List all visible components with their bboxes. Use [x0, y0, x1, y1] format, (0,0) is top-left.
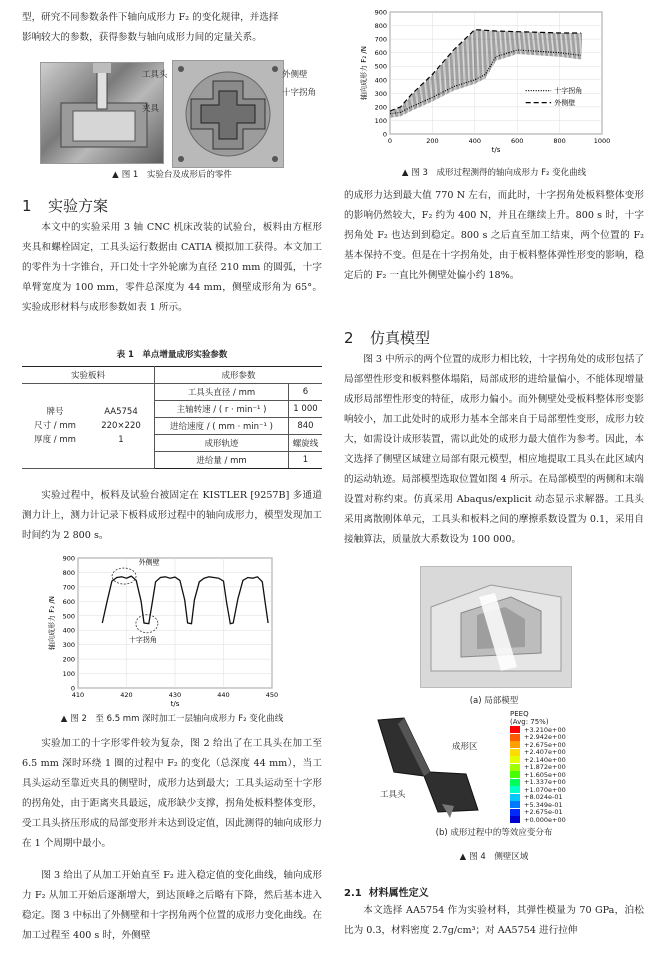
annotation-outer-wall: 外侧壁: [138, 558, 160, 567]
legend-label: 外侧壁: [554, 99, 576, 108]
section-2: [344, 328, 644, 550]
legend-value: +2.942e+00: [524, 733, 566, 742]
paragraph-continued: [344, 186, 644, 286]
legend-rows: [510, 726, 620, 824]
y-tick-label: 200: [62, 655, 75, 664]
series-line-force: [102, 576, 268, 624]
legend-color-swatch: [510, 734, 520, 741]
x-tick-label: 200: [426, 137, 439, 145]
x-tick-label: 410: [71, 691, 85, 699]
legend-title: PEEQ: [510, 710, 529, 718]
legend-color-swatch: [510, 749, 520, 756]
sheet-labels-cell: [22, 384, 88, 469]
x-tick-label: 0: [387, 137, 393, 145]
figure-2: [22, 550, 322, 730]
peeq-legend: [510, 710, 620, 824]
legend-value: +3.210e+00: [524, 725, 566, 734]
legend-color-swatch: [510, 786, 520, 793]
label-tool: 工具头: [142, 70, 168, 80]
caption-triangle-icon: ▲: [459, 852, 467, 862]
legend-value: +5.349e-01: [524, 800, 563, 809]
label-cross-corner: 十字拐角: [282, 88, 317, 98]
paragraph-2: [22, 486, 322, 546]
x-tick-label: 800: [553, 137, 566, 145]
body-paragraph: 实验加工的十字形零件较为复杂，图 2 给出了在工具头在加工至 6.5 mm 深时环绕 1 圈的过程中 F₂ 的变化（总深度 44 mm），当工具头运动至靠近夹具的侧壁时，成形力达到最大；工具头运动至十字形的拐角处，由于距离夹具最远，成形缺少支撑，拐角处板料整体变形，受工具头挤压形成的局部变形并未达到设定值，因此测得的轴向成形力在 1 个周期中最小。: [22, 738, 322, 849]
y-axis-label: 轴向成形力 F₂ /N: [360, 46, 368, 100]
x-axis-label: t/s: [170, 700, 180, 708]
param-value: 1 000: [288, 401, 322, 418]
y-tick-label: 0: [382, 130, 387, 139]
y-tick-label: 400: [62, 626, 75, 635]
y-tick-label: 500: [62, 612, 75, 621]
y-tick-label: 500: [374, 62, 387, 71]
figure-3: [344, 2, 644, 182]
figure-1: [22, 58, 322, 180]
table-head-params: 成形参数: [155, 367, 323, 384]
intro-text: [22, 8, 322, 48]
section-1-paragraph: 本文中的实验采用 3 轴 CNC 机床改装的试验台，板料由方框形夹具和螺栓固定，工具头运行数据由 CATIA 模拟加工获得。本文加工的零件为十字锥台，开口处十字外轮廓为直径 210 mm 的圆弧，十字单臂宽度为 100 mm，零件总深度为 44 mm，侧壁成形角为 65°。实验成形材料与成形参数如表 1 所示。: [22, 222, 322, 313]
sheet-values-cell: [88, 384, 155, 469]
legend-color-swatch: [510, 794, 520, 801]
y-tick-label: 900: [374, 8, 387, 17]
x-tick-label: 450: [265, 691, 279, 699]
param-value: 螺旋线: [288, 435, 322, 452]
figure-2-caption: [22, 712, 322, 724]
label-tool-head: 工具头: [380, 790, 406, 800]
legend-color-swatch: [510, 816, 520, 823]
figure-4b-caption: (b) 成形过程中的等效应变分布: [435, 828, 553, 838]
annotation-ellipse-outer: [112, 568, 136, 584]
y-tick-label: 700: [374, 35, 387, 44]
body-paragraph: 的成形力达到最大值 770 N 左右，而此时，十字拐角处板料整体变形的影响仍然较大，F₂ 约为 400 N，并且在继续上升。800 s 时，十字拐角处 F₂ 也达到到稳定。800 s 之后直至加工结束，两个位置的 F₂ 基本保持不变。但是在十字拐角处，由于板料整体弹性形变的影响，稳定后的 F₂ 一直比外侧壁处偏小约 18%。: [344, 190, 644, 281]
param-name: 成形轨迹: [155, 435, 289, 452]
caption-triangle-icon: ▲: [112, 170, 119, 180]
strain-distribution-drawing: [374, 714, 484, 824]
table-head-sheet: 实验板料: [22, 367, 155, 384]
figure-4-caption: [344, 850, 644, 862]
formed-part-drawing: [173, 61, 283, 167]
legend-color-swatch: [510, 741, 520, 748]
section-2-heading: [344, 328, 644, 348]
y-tick-label: 200: [374, 103, 387, 112]
legend-value: +2.675e-01: [524, 808, 563, 817]
param-value: 6: [288, 384, 322, 401]
legend-value: +2.407e+00: [524, 748, 566, 757]
sheet-value: 220×220: [101, 421, 141, 431]
y-tick-label: 100: [62, 670, 75, 679]
figure-1-caption: [22, 168, 322, 180]
y-tick-label: 400: [374, 76, 387, 85]
paragraph-4: [22, 866, 322, 946]
param-name: 工具头直径 / mm: [155, 384, 289, 401]
y-tick-label: 600: [374, 49, 387, 58]
parameter-table: [22, 366, 322, 469]
local-model-image: [420, 566, 572, 688]
legend-value: +1.070e+00: [524, 785, 566, 794]
x-tick-label: 430: [168, 691, 182, 699]
section-title: 实验方案: [48, 197, 109, 215]
legend-value: +1.337e+00: [524, 778, 566, 787]
x-tick-label: 1000: [593, 137, 611, 145]
legend-value: +1.872e+00: [524, 763, 566, 772]
legend-color-swatch: [510, 801, 520, 808]
table-1: [22, 348, 322, 469]
section-1: [22, 196, 322, 318]
legend-color-swatch: [510, 809, 520, 816]
y-tick-label: 900: [62, 554, 75, 563]
y-tick-label: 100: [374, 116, 387, 125]
figure-3-chart: [344, 2, 644, 162]
section-number: 2: [344, 329, 354, 347]
figure-4a-caption: (a) 局部模型: [469, 696, 519, 706]
legend-color-swatch: [510, 779, 520, 786]
y-tick-label: 700: [62, 583, 75, 592]
label-clamp: 夹具: [142, 104, 160, 114]
y-tick-label: 300: [374, 89, 387, 98]
legend-row: [510, 816, 620, 824]
caption-triangle-icon: ▲: [401, 168, 409, 178]
legend-value: +1.605e+00: [524, 770, 566, 779]
param-value: 840: [288, 418, 322, 435]
formed-part-photo: [172, 60, 284, 168]
x-tick-label: 400: [468, 137, 482, 145]
legend-value: +2.140e+00: [524, 755, 566, 764]
oscillation-band: [390, 30, 581, 118]
label-outer-wall: 外侧壁: [282, 70, 308, 80]
section-title: 材料属性定义: [368, 888, 429, 899]
local-model-drawing: [421, 567, 571, 687]
param-name: 主轴转速 / ( r · min⁻¹ ): [155, 401, 289, 418]
x-axis-label: t/s: [491, 146, 501, 154]
y-tick-label: 300: [62, 641, 75, 650]
section-number: 2.1: [344, 888, 362, 899]
y-tick-label: 600: [62, 597, 75, 606]
sheet-label: 厚度 / mm: [34, 435, 76, 445]
section-title: 仿真模型: [370, 329, 431, 347]
legend-subtitle: (Avg: 75%): [510, 718, 549, 726]
legend-color-swatch: [510, 756, 520, 763]
paragraph-3: [22, 734, 322, 854]
legend-color-swatch: [510, 771, 520, 778]
x-tick-label: 440: [217, 691, 230, 699]
param-name: 进给速度 / ( mm · min⁻¹ ): [155, 418, 289, 435]
label-forming-region: 成形区: [452, 742, 478, 752]
legend-label: 十字拐角: [554, 87, 583, 96]
figure-3-caption-text: 图 3 成形过程测得的轴向成形力 F₂ 变化曲线: [411, 168, 587, 178]
figure-4: [344, 564, 644, 864]
intro-line: 型，研究不同参数条件下轴向成形力 F₂ 的变化规律，并选择: [22, 12, 279, 23]
param-value: 1: [288, 452, 322, 469]
section-number: 1: [22, 197, 32, 215]
y-tick-label: 800: [374, 22, 387, 31]
body-paragraph: 图 3 给出了从加工开始直至 F₂ 进入稳定值的变化曲线，轴向成形力 F₂ 从加工开始后逐渐增大，到达顶峰之后略有下降，然后基本进入稳定。图 3 中标出了外侧壁和十字拐角两个位置的成形力变化曲线。在加工过程至 400 s 时，外侧壁: [22, 870, 323, 941]
plot-frame: [390, 12, 602, 134]
section-2-1-heading: [344, 884, 644, 899]
section-2-1: [344, 884, 644, 941]
legend-value: +8.024e-01: [524, 793, 563, 802]
legend-color-swatch: [510, 764, 520, 771]
caption-triangle-icon: ▲: [60, 714, 68, 724]
annotation-cross-corner: 十字拐角: [128, 635, 157, 644]
sheet-value: 1: [118, 435, 124, 445]
x-tick-label: 420: [120, 691, 133, 699]
figure-3-caption: [344, 166, 644, 178]
legend-value: +2.675e+00: [524, 740, 566, 749]
y-tick-label: 0: [70, 684, 75, 693]
table-1-title: 表 1 单点增量成形实验参数: [116, 350, 228, 360]
sheet-value: AA5754: [104, 407, 138, 417]
sheet-label: 尺寸 / mm: [34, 421, 76, 431]
y-axis-label: 轴向成形力 F₂ /N: [48, 596, 56, 650]
body-paragraph: 实验过程中，板料及试验台被固定在 KISTLER [9257B] 多通道测力计上，测力计记录下板料成形过程中的轴向成形力，模型发现加工时间约为 2 800 s。: [22, 490, 322, 541]
x-tick-label: 600: [510, 137, 524, 145]
figure-1-caption-text: 图 1 实验台及成形后的零件: [121, 170, 232, 180]
section-1-heading: [22, 196, 322, 216]
figure-4-caption-text: 图 4 侧壁区域: [469, 852, 529, 862]
section-2-paragraph: 图 3 中所示的两个位置的成形力相比较，十字拐角处的成形包括了局部塑性形变和板料整体塌陷，局部成形的进给量偏小，不能体现增量成形局部塑性形变的特征，成形力偏小。而外侧壁处受板料整体形变影响较小，加工此处时的成形力基本全部来自于局部塑性变形，成形力较大，如需设计成形装置，需以此处的成形力最大值作为参考。因此，本文选择了侧壁区域建立局部有限元模型，相应地提取工具头在此区域内的运动轨迹。局部模型选取位置如图 4 所示。在局部模型的两侧和末端设置对称约束。仿真采用 Abaqus/explicit 动态显示求解器。工具头采用离散刚体单元，工具头和板料之间的摩擦系数设置为 0.1，采用自接触算法，质量放大系数设为 100 000。: [344, 354, 645, 545]
figure-2-caption-text: 图 2 至 6.5 mm 深时加工一层轴向成形力 F₂ 变化曲线: [70, 714, 284, 724]
legend-color-swatch: [510, 726, 520, 733]
figure-2-chart: [22, 550, 322, 710]
section-2-1-paragraph: 本文选择 AA5754 作为实验材料，其弹性模量为 70 GPa，泊松比为 0.3，材料密度 2.7g/cm³；对 AA5754 进行拉伸: [344, 905, 644, 936]
sheet-label: 牌号: [46, 407, 64, 417]
y-tick-label: 800: [62, 568, 75, 577]
param-name: 进给量 / mm: [155, 452, 289, 469]
intro-line: 影响较大的参数，获得参数与轴向成形力间的定量关系。: [22, 32, 262, 43]
legend-value: +0.000e+00: [524, 815, 566, 824]
